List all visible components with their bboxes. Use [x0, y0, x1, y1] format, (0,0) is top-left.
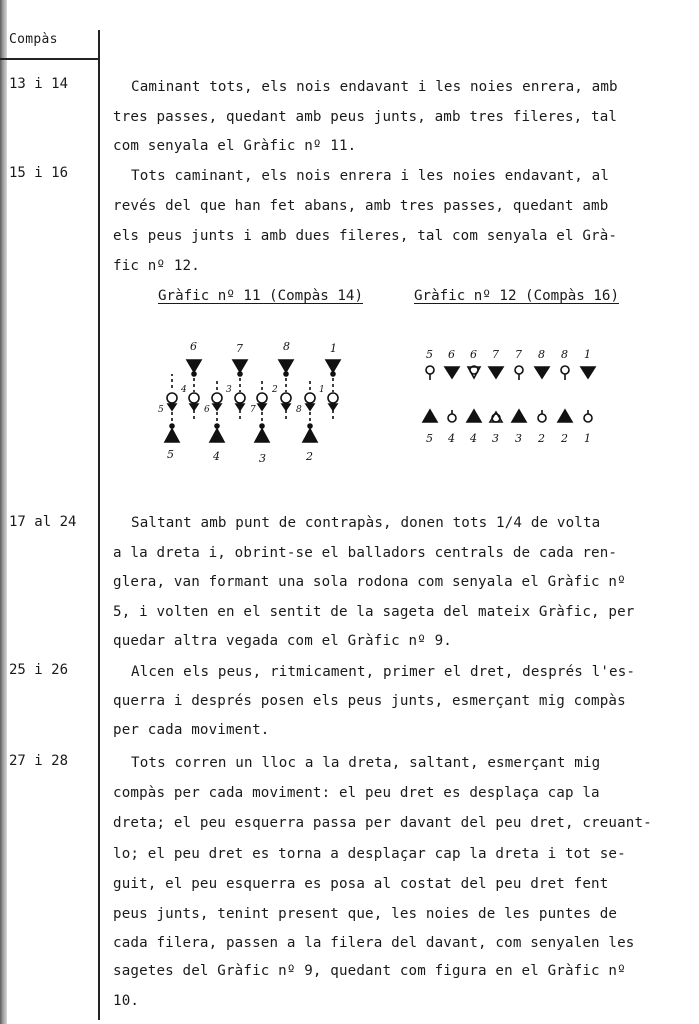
measure-label: 15 i 16 [9, 165, 69, 181]
dancer-girl-icon [489, 367, 503, 378]
dancer-boy-icon [512, 410, 526, 422]
dancer-boy-icon [255, 424, 269, 442]
dancer-boy-icon [212, 393, 222, 410]
dancer-boy-icon [426, 366, 434, 380]
diagram-number: 3 [492, 432, 499, 445]
dancer-boy-icon [165, 424, 179, 442]
dancer-boy-icon [167, 393, 177, 410]
header-rule [0, 58, 99, 60]
diagram-number: 7 [492, 348, 499, 361]
dancer-boy-icon [303, 424, 317, 442]
text-line: 10. [113, 993, 140, 1009]
dancer-boy-icon [305, 393, 315, 410]
text-line: per cada moviment. [113, 722, 270, 738]
text-line: com senyala el Gràfic nº 11. [113, 138, 357, 154]
page-edge-shadow [0, 0, 7, 1024]
diagram-number: 8 [561, 348, 568, 361]
dancer-boy-icon [515, 366, 523, 380]
dancer-girl-icon [490, 412, 502, 422]
diagram-number: 5 [158, 405, 164, 415]
dancer-girl-icon [448, 410, 456, 422]
dancer-girl-icon [189, 393, 199, 410]
dancer-girl-icon [279, 360, 293, 376]
text-line: dreta; el peu esquerra passa per davant del peu dret, creuant- [113, 815, 652, 831]
diagram-number: 1 [584, 348, 591, 361]
diagram-number: 2 [272, 385, 278, 395]
dancer-girl-icon [233, 360, 247, 376]
text-line: Alcen els peus, ritmicament, primer el dret, després l'es- [131, 664, 636, 680]
diagram-number: 4 [448, 432, 455, 445]
text-line: Tots corren un lloc a la dreta, saltant, esmerçant mig [131, 755, 601, 771]
text-line: cada filera, passen a la filera del davant, com senyalen les [113, 935, 635, 951]
diagram-number: 3 [515, 432, 522, 445]
measure-label: 17 al 24 [9, 514, 77, 530]
text-line: lo; el peu dret es torna a desplaçar cap la dreta i tot se- [113, 846, 626, 862]
dancer-girl-icon [535, 367, 549, 378]
measure-label: 13 i 14 [9, 76, 69, 92]
dancer-girl-icon [584, 410, 592, 422]
dancer-girl-icon [445, 367, 459, 378]
dancer-girl-icon [281, 393, 291, 410]
graphic-12-diagram [418, 340, 608, 455]
dancer-girl-icon [328, 393, 338, 410]
text-line: fic nº 12. [113, 258, 200, 274]
diagram-number: 2 [561, 432, 568, 445]
diagram-number: 7 [250, 405, 256, 415]
graphic-12-caption: Gràfic nº 12 (Compàs 16) [414, 288, 619, 304]
dancer-girl-icon [326, 360, 340, 376]
text-line: els peus junts i amb dues fileres, tal com senyala el Grà- [113, 228, 618, 244]
diagram-number: 1 [330, 342, 337, 355]
diagram-number: 6 [190, 340, 197, 353]
text-line: glera, van formant una sola rodona com senyala el Gràfic nº [113, 574, 626, 590]
diagram-number: 8 [538, 348, 545, 361]
text-line: quedar altra vegada com el Gràfic nº 9. [113, 633, 452, 649]
dancer-boy-icon [257, 393, 267, 410]
text-line: revés del que han fet abans, amb tres passes, quedant amb [113, 198, 609, 214]
text-line: compàs per cada moviment: el peu dret es desplaça cap la [113, 785, 600, 801]
measure-label: 27 i 28 [9, 753, 69, 769]
diagram-number: 4 [470, 432, 477, 445]
dancer-boy-icon [468, 366, 480, 378]
column-header-compas: Compàs [9, 32, 58, 47]
dancer-girl-icon [187, 360, 201, 376]
diagram-number: 6 [470, 348, 477, 361]
diagram-number: 7 [515, 348, 522, 361]
text-line: Tots caminant, els nois enrera i les noies endavant, al [131, 168, 610, 184]
graphic-11-caption: Gràfic nº 11 (Compàs 14) [158, 288, 363, 304]
diagram-number: 5 [426, 348, 433, 361]
text-line: peus junts, tenint present que, les noies de les puntes de [113, 906, 618, 922]
diagram-number: 6 [204, 405, 210, 415]
diagram-number: 2 [306, 450, 313, 463]
diagram-number: 1 [319, 385, 325, 395]
diagram-number: 1 [584, 432, 591, 445]
diagram-number: 8 [296, 405, 302, 415]
dancer-boy-icon [558, 410, 572, 422]
dancer-boy-icon [423, 410, 437, 422]
text-line: Caminant tots, els nois endavant i les noies enrera, amb [131, 79, 618, 95]
diagram-number: 3 [226, 385, 232, 395]
dancer-boy-icon [561, 366, 569, 380]
diagram-number: 5 [167, 448, 174, 461]
text-line: 5, i volten en el sentit de la sageta del mateix Gràfic, per [113, 604, 635, 620]
text-line: sagetes del Gràfic nº 9, quedant com figura en el Gràfic nº [113, 963, 626, 979]
diagram-number: 4 [181, 385, 187, 395]
diagram-number: 8 [283, 340, 290, 353]
diagram-number: 7 [236, 342, 243, 355]
dancer-girl-icon [235, 393, 245, 410]
text-line: guit, el peu esquerra es posa al costat del peu dret fent [113, 876, 609, 892]
text-line: Saltant amb punt de contrapàs, donen tots 1/4 de volta [131, 515, 601, 531]
dancer-girl-icon [581, 367, 595, 378]
dancer-boy-icon [210, 424, 224, 442]
diagram-number: 4 [213, 450, 220, 463]
text-line: querra i després posen els peus junts, esmerçant mig compàs [113, 693, 626, 709]
graphic-11-diagram [150, 330, 370, 470]
diagram-number: 2 [538, 432, 545, 445]
dancer-boy-icon [467, 410, 481, 422]
diagram-number: 5 [426, 432, 433, 445]
diagram-number: 3 [259, 452, 266, 465]
text-line: a la dreta i, obrint-se el balladors centrals de cada ren- [113, 545, 618, 561]
text-line: tres passes, quedant amb peus junts, amb tres fileres, tal [113, 109, 618, 125]
diagram-number: 6 [448, 348, 455, 361]
measure-label: 25 i 26 [9, 662, 69, 678]
column-divider [98, 30, 100, 1020]
dancer-girl-icon [538, 410, 546, 422]
